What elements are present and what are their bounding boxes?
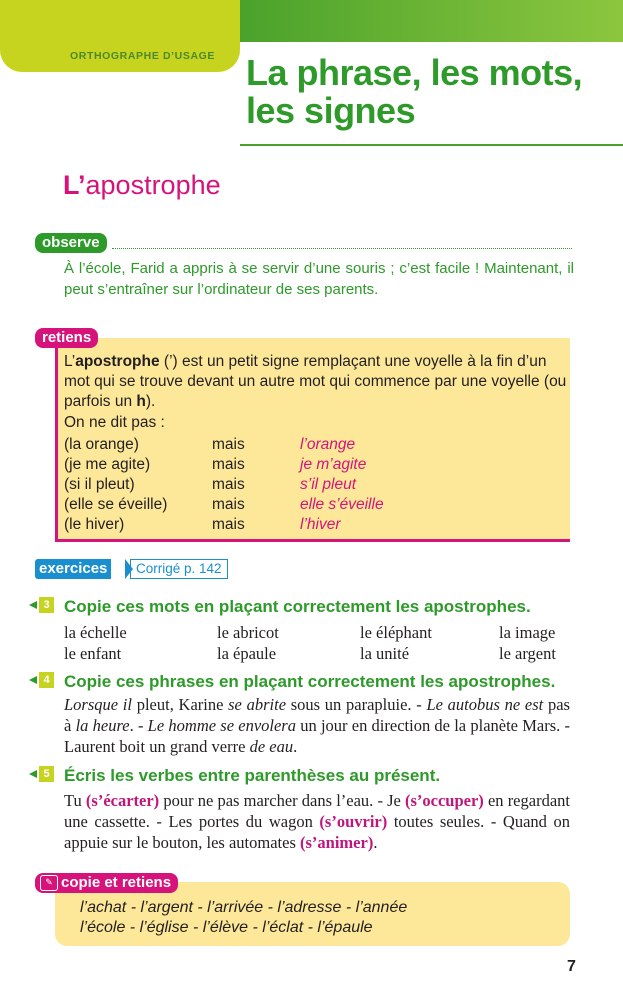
- sentence-fragment: se abrite: [228, 695, 287, 714]
- mais-label: mais: [212, 496, 245, 513]
- sentence-fragment: Lorsque il: [64, 695, 132, 714]
- sentence-fragment: . -: [129, 716, 148, 735]
- observe-label: observe: [35, 233, 107, 253]
- verb-to-conjugate: (s’occuper): [405, 791, 484, 810]
- word-item: la image: [499, 623, 556, 642]
- bullet-arrow-icon: [29, 770, 37, 778]
- observe-text: À l’école, Farid a appris à se servir d’une souris ; c’est facile ! Maintenant, il peut s’entraîner sur l’ordinateur de ses parents.: [64, 260, 574, 298]
- bullet-arrow-icon: [29, 601, 37, 609]
- intro-h: h: [136, 393, 146, 410]
- pencil-copy-icon: ✎: [40, 875, 58, 891]
- copie-line-2: l’école - l’église - l’élève - l’éclat - l’épaule: [80, 919, 373, 936]
- word-item: le éléphant: [360, 623, 432, 642]
- word-item: la épaule: [217, 644, 277, 663]
- mais-label: mais: [212, 436, 245, 453]
- right-form: s’il pleut: [300, 476, 356, 493]
- right-form: l’orange: [300, 436, 356, 453]
- mais-label: mais: [212, 516, 245, 533]
- title-rule: [240, 144, 623, 146]
- lesson-title-rest: apostrophe: [85, 170, 221, 200]
- verb-to-conjugate: (s’ouvrir): [319, 812, 388, 831]
- lesson-title-initial: L’: [63, 170, 86, 200]
- exercise-number: 4: [39, 672, 54, 688]
- retiens-label: retiens: [35, 328, 98, 348]
- corrige-link[interactable]: Corrigé p. 142: [130, 559, 228, 579]
- sentence-fragment: pleut, Karine: [131, 695, 229, 714]
- chapter-title-line2: les signes: [246, 90, 416, 131]
- sentence-fragment: la heure: [75, 716, 130, 735]
- mais-label: mais: [212, 476, 245, 493]
- exercise-title: Copie ces phrases en plaçant correctement les apostrophes.: [64, 672, 556, 691]
- chapter-title-line1: La phrase, les mots,: [246, 52, 583, 93]
- intro-term: apostrophe: [75, 353, 160, 370]
- verb-to-conjugate: (s’animer): [300, 833, 374, 852]
- observe-dotted-rule: [112, 248, 572, 249]
- copie-label: copie et retiens: [35, 873, 178, 893]
- section-label: ORTHOGRAPHE D’USAGE: [70, 50, 215, 62]
- on-ne-dit-pas: On ne dit pas :: [64, 414, 165, 431]
- wrong-form: (la orange): [64, 436, 139, 453]
- sentence-fragment: Tu: [64, 791, 86, 810]
- lesson-title: [63, 170, 221, 201]
- right-form: elle s’éveille: [300, 496, 384, 513]
- intro-mid: (’) est un petit signe remplaçant une voyelle à la fin d’un mot qui se trouve devant un autre mot qui commence par une voyelle (ou parfois un: [64, 353, 567, 410]
- word-item: la échelle: [64, 623, 127, 642]
- sentence-fragment: un jour en direction de la planète Mars. - Laurent boit un grand verre: [64, 716, 570, 756]
- wrong-form: (le hiver): [64, 516, 125, 533]
- intro-end: ).: [145, 393, 156, 410]
- sentence-fragment: Le homme se envolera: [147, 716, 296, 735]
- exercise-number: 3: [39, 597, 54, 613]
- sentence-fragment: pour ne pas marcher dans l’eau. - Je: [159, 791, 405, 810]
- sentence-fragment: Le autobus ne est: [426, 695, 544, 714]
- sentence-fragment: en regardant une cassette. - Les portes du wagon: [64, 791, 570, 831]
- bullet-arrow-icon: [29, 676, 37, 684]
- retiens-intro: [64, 352, 569, 412]
- right-form: je m’agite: [300, 456, 367, 473]
- wrong-form: (si il pleut): [64, 476, 135, 493]
- wrong-form: (je me agite): [64, 456, 151, 473]
- sentence-fragment: de eau: [249, 737, 294, 756]
- exercise-number: 5: [39, 766, 54, 782]
- word-item: le abricot: [217, 623, 279, 642]
- exercise-title: Copie ces mots en plaçant correctement les apostrophes.: [64, 597, 531, 616]
- sentence-fragment: .: [293, 737, 298, 756]
- copie-line-1: l’achat - l’argent - l’arrivée - l’adresse - l’année: [80, 899, 408, 916]
- sentence-fragment: sous un parapluie. -: [286, 695, 427, 714]
- word-item: la unité: [360, 644, 410, 663]
- chapter-title: [246, 54, 582, 130]
- exercices-label: exercices: [35, 559, 111, 579]
- word-item: le enfant: [64, 644, 122, 663]
- exercise-title: Écris les verbes entre parenthèses au présent.: [64, 766, 441, 785]
- right-form: l’hiver: [300, 516, 341, 533]
- wrong-form: (elle se éveille): [64, 496, 168, 513]
- sentence-fragment: toutes seules. - Quand on appuie sur le bouton, les automates: [64, 812, 570, 852]
- verb-to-conjugate: (s’écarter): [85, 791, 160, 810]
- exercise-text: [64, 790, 570, 853]
- intro-prefix: L’: [64, 353, 76, 370]
- word-item: le argent: [499, 644, 556, 663]
- sentence-fragment: pas à: [64, 695, 570, 735]
- page-number: 7: [567, 958, 576, 975]
- mais-label: mais: [212, 456, 245, 473]
- sentence-fragment: .: [373, 833, 378, 852]
- exercise-text: [64, 694, 570, 757]
